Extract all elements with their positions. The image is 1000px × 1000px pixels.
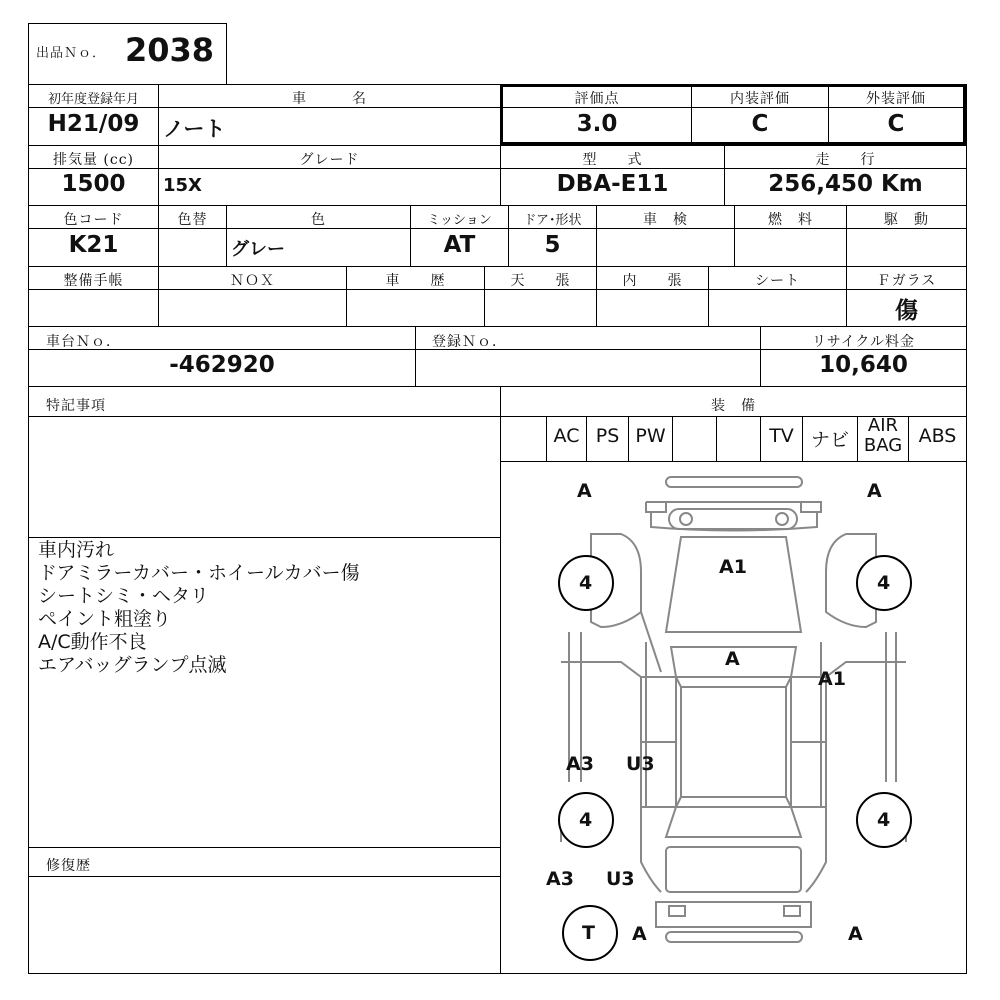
damage-mark-windshield: A xyxy=(725,648,740,670)
mileage: 256,450 Km xyxy=(768,171,923,197)
drive-label: 駆 動 xyxy=(884,212,929,228)
door-label: ドア･形状 xyxy=(523,213,582,228)
note-line-3: シートシミ・ヘタリ xyxy=(38,585,210,607)
maintenance-record-label: 整備手帳 xyxy=(63,273,124,289)
displacement: 1500 xyxy=(61,171,126,197)
model-label: 型 式 xyxy=(582,152,643,168)
damage-mark-left-rear-1: A3 xyxy=(546,868,574,890)
score-label: 評価点 xyxy=(574,91,620,107)
lot-number: 2038 xyxy=(125,31,215,69)
inspection-label: 車 検 xyxy=(643,212,688,228)
exterior-rating: C xyxy=(887,111,905,137)
note-line-1: 車内汚れ xyxy=(38,539,115,561)
color: グレー xyxy=(231,239,285,260)
color-code-label: 色コード xyxy=(63,212,124,228)
equipment-pw: PW xyxy=(635,425,666,447)
mission: AT xyxy=(443,232,476,258)
displacement-label: 排気量 (cc) xyxy=(52,152,135,168)
note-line-2: ドアミラーカバー・ホイールカバー傷 xyxy=(38,562,360,584)
damage-mark-right-front-door: A1 xyxy=(818,668,846,690)
door: 5 xyxy=(544,232,561,258)
damage-mark-rear-right-corner: A xyxy=(848,923,863,945)
repaint-label: 色替 xyxy=(177,212,208,228)
color-code: K21 xyxy=(68,232,119,258)
special-notes-label: 特記事項 xyxy=(46,398,106,414)
interior-rating: C xyxy=(751,111,769,137)
color-label: 色 xyxy=(311,212,326,228)
exterior-rating-label: 外装評価 xyxy=(866,91,926,107)
fuel-label: 燃 料 xyxy=(768,212,813,228)
note-line-5: A/C動作不良 xyxy=(38,631,147,653)
interior-rating-label: 内装評価 xyxy=(730,91,790,107)
registration-number-label: 登録Ｎｏ． xyxy=(432,334,507,350)
note-line-4: ペイント粗塗り xyxy=(38,608,172,630)
mission-label: ミッション xyxy=(427,213,492,228)
front-glass: 傷 xyxy=(895,298,918,324)
grade: 15X xyxy=(163,175,202,196)
nox-label: ＮＯＸ xyxy=(230,273,275,289)
chassis-number-label: 車台Ｎｏ． xyxy=(46,334,121,350)
lot-number-label: 出品Ｎｏ． xyxy=(36,46,107,61)
history-label: 車 歴 xyxy=(385,273,446,289)
damage-mark-left-rear-door-2: U3 xyxy=(626,753,655,775)
interior-trim-label: 内 張 xyxy=(622,273,683,289)
tire-rear-right-value: 4 xyxy=(877,809,891,831)
equipment-ac: AC xyxy=(553,425,580,447)
equipment-label: 装 備 xyxy=(711,398,756,414)
spare-tire-value: T xyxy=(582,922,595,944)
damage-mark-left-rear-2: U3 xyxy=(606,868,635,890)
ceiling-label: 天 張 xyxy=(510,273,571,289)
first-registration-label: 初年度登録年月 xyxy=(47,92,139,107)
model: DBA-E11 xyxy=(556,171,669,197)
recycle-fee: 10,640 xyxy=(819,352,908,378)
score: 3.0 xyxy=(576,111,618,137)
damage-mark-left-rear-door-1: A3 xyxy=(566,753,594,775)
equipment-navi: ナビ xyxy=(810,429,849,451)
damage-mark-front-left-corner: A xyxy=(577,480,592,502)
car-name: ノート xyxy=(163,117,226,141)
tire-rear-left-value: 4 xyxy=(579,809,593,831)
damage-mark-hood: A1 xyxy=(719,556,747,578)
repair-history-label: 修復歴 xyxy=(46,858,91,874)
first-registration: H21/09 xyxy=(47,111,140,137)
seat-label: シート xyxy=(755,273,800,289)
tire-front-left-value: 4 xyxy=(579,572,593,594)
chassis-number: -462920 xyxy=(169,352,275,378)
car-name-label: 車 名 xyxy=(292,91,367,107)
equipment-abs: ABS xyxy=(918,425,957,447)
damage-mark-rear-left-corner: A xyxy=(632,923,647,945)
note-line-6: エアバッグランプ点滅 xyxy=(38,654,227,676)
equipment-tv: TV xyxy=(769,425,794,447)
equipment-airbag: AIR BAG xyxy=(863,415,903,456)
damage-mark-front-right-corner: A xyxy=(867,480,882,502)
equipment-ps: PS xyxy=(595,425,620,447)
tire-front-right-value: 4 xyxy=(877,572,891,594)
front-glass-label: Ｆガラス xyxy=(876,273,937,289)
mileage-label: 走 行 xyxy=(815,152,876,168)
grade-label: グレード xyxy=(299,152,360,168)
recycle-fee-label: リサイクル料金 xyxy=(811,334,916,350)
car-diagram xyxy=(501,462,966,973)
